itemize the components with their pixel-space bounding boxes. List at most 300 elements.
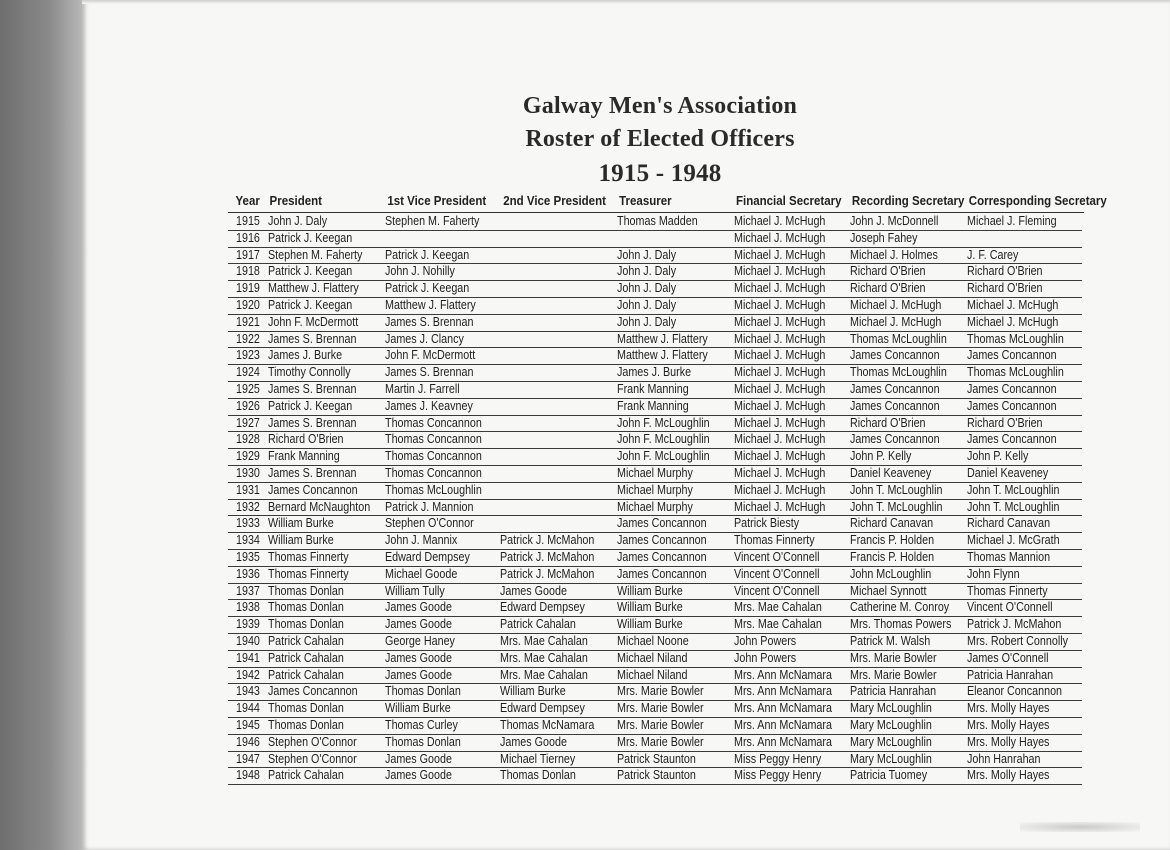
cell-vp2: Mrs. Mae Cahalan	[500, 650, 588, 665]
cell-treasurer: Frank Manning	[617, 381, 689, 396]
cell-vp1: James S. Brennan	[385, 314, 474, 329]
table-row	[0, 499, 1170, 516]
cell-financial-secretary: Vincent O'Connell	[734, 549, 820, 564]
cell-financial-secretary: Michael J. McHugh	[734, 381, 826, 396]
cell-corresponding-secretary: Mrs. Molly Hayes	[967, 768, 1050, 783]
cell-president: James J. Burke	[268, 348, 343, 363]
cell-vp1: Stephen O'Connor	[385, 516, 474, 531]
cell-year: 1928	[236, 432, 260, 447]
cell-year: 1934	[236, 533, 260, 548]
cell-corresponding-secretary: James Concannon	[967, 432, 1057, 447]
cell-year: 1946	[236, 734, 260, 749]
cell-president: Patrick Cahalan	[268, 768, 344, 783]
cell-corresponding-secretary: James Concannon	[967, 348, 1057, 363]
cell-financial-secretary: Michael J. McHugh	[734, 482, 826, 497]
cell-corresponding-secretary: Mrs. Molly Hayes	[967, 701, 1050, 716]
cell-treasurer: Michael Murphy	[617, 465, 693, 480]
cell-recording-secretary: Mary McLoughlin	[850, 751, 932, 766]
cell-corresponding-secretary: Thomas McLoughlin	[967, 365, 1064, 380]
cell-year: 1943	[236, 684, 260, 699]
cell-president: Thomas Donlan	[268, 583, 344, 598]
cell-treasurer: James Concannon	[617, 516, 707, 531]
cell-president: William Burke	[268, 516, 334, 531]
cell-vp1: James Goode	[385, 650, 452, 665]
table-row	[0, 583, 1170, 600]
cell-vp1: James J. Clancy	[385, 331, 464, 346]
cell-corresponding-secretary: Thomas Mannion	[967, 549, 1051, 564]
cell-vp1: Thomas Concannon	[385, 415, 482, 430]
cell-financial-secretary: Michael J. McHugh	[734, 314, 826, 329]
cell-treasurer: John F. McLoughlin	[617, 449, 710, 464]
cell-vp1: George Haney	[385, 633, 455, 648]
cell-president: Thomas Donlan	[268, 701, 344, 716]
cell-vp2: Thomas McNamara	[500, 717, 595, 732]
cell-financial-secretary: Michael J. McHugh	[734, 348, 826, 363]
cell-corresponding-secretary: Richard O'Brien	[967, 281, 1043, 296]
table-row	[0, 616, 1170, 633]
cell-financial-secretary: Miss Peggy Henry	[734, 751, 822, 766]
cell-vp2: Patrick J. McMahon	[500, 566, 595, 581]
cell-recording-secretary: James Concannon	[850, 398, 940, 413]
cell-corresponding-secretary: John T. McLoughlin	[967, 499, 1060, 514]
cell-treasurer: Matthew J. Flattery	[617, 331, 708, 346]
cell-corresponding-secretary: Daniel Keaveney	[967, 465, 1049, 480]
table-row	[0, 465, 1170, 482]
cell-financial-secretary: Michael J. McHugh	[734, 432, 826, 447]
cell-president: Thomas Finnerty	[268, 549, 349, 564]
cell-treasurer: Patrick Staunton	[617, 768, 696, 783]
cell-financial-secretary: Michael J. McHugh	[734, 398, 826, 413]
table-row	[0, 347, 1170, 364]
table-header-row	[0, 194, 1107, 212]
cell-year: 1931	[236, 482, 260, 497]
cell-financial-secretary: John Powers	[734, 650, 797, 665]
cell-year: 1929	[236, 449, 260, 464]
cell-vp2: Patrick Cahalan	[500, 617, 576, 632]
cell-financial-secretary: John Powers	[734, 633, 797, 648]
cell-vp2: Thomas Donlan	[500, 768, 576, 783]
cell-year: 1935	[236, 549, 260, 564]
cell-recording-secretary: Mary McLoughlin	[850, 734, 932, 749]
cell-vp1: Matthew J. Flattery	[385, 297, 476, 312]
cell-vp1: Thomas Curley	[385, 717, 458, 732]
header-vp1: 1st Vice President	[387, 194, 487, 208]
cell-vp1: Edward Dempsey	[385, 549, 470, 564]
cell-year: 1922	[236, 331, 260, 346]
cell-corresponding-secretary: Richard O'Brien	[967, 415, 1043, 430]
cell-treasurer: Mrs. Marie Bowler	[617, 684, 704, 699]
cell-financial-secretary: Michael J. McHugh	[734, 297, 826, 312]
cell-president: James Concannon	[268, 482, 358, 497]
table-row	[0, 683, 1170, 700]
cell-recording-secretary: Mary McLoughlin	[850, 701, 932, 716]
cell-recording-secretary: Francis P. Holden	[850, 549, 935, 564]
table-row	[0, 532, 1170, 549]
cell-corresponding-secretary: James O'Connell	[967, 650, 1049, 665]
table-row	[0, 482, 1170, 499]
table-row	[0, 297, 1170, 314]
cell-recording-secretary: James Concannon	[850, 381, 940, 396]
cell-year: 1936	[236, 566, 260, 581]
table-row	[0, 280, 1170, 297]
cell-corresponding-secretary: Patricia Hanrahan	[967, 667, 1054, 682]
cell-year: 1924	[236, 365, 260, 380]
cell-year: 1917	[236, 247, 260, 262]
table-row	[0, 751, 1170, 768]
cell-treasurer: James Concannon	[617, 566, 707, 581]
cell-president: Thomas Donlan	[268, 600, 344, 615]
cell-vp1: Thomas Donlan	[385, 734, 461, 749]
table-row	[0, 213, 1170, 230]
cell-financial-secretary: Mrs. Mae Cahalan	[734, 600, 822, 615]
cell-president: Patrick Cahalan	[268, 633, 344, 648]
cell-vp1: Patrick J. Mannion	[385, 499, 474, 514]
table-row	[0, 549, 1170, 566]
cell-year: 1919	[236, 281, 260, 296]
cell-corresponding-secretary: Michael J. Fleming	[967, 214, 1057, 228]
cell-recording-secretary: Richard O'Brien	[850, 281, 926, 296]
table-row	[0, 599, 1170, 616]
cell-recording-secretary: Michael J. Holmes	[850, 247, 938, 262]
cell-president: John J. Daly	[268, 214, 328, 228]
cell-vp1: John J. Mannix	[385, 533, 458, 548]
scan-smudge	[1020, 822, 1140, 832]
cell-recording-secretary: Patrick M. Walsh	[850, 633, 931, 648]
table-row	[0, 230, 1170, 247]
table-row	[0, 263, 1170, 280]
cell-president: Richard O'Brien	[268, 432, 344, 447]
cell-corresponding-secretary: J. F. Carey	[967, 247, 1019, 262]
cell-year: 1937	[236, 583, 260, 598]
table-row	[0, 448, 1170, 465]
cell-treasurer: Michael Niland	[617, 667, 688, 682]
cell-corresponding-secretary: James Concannon	[967, 381, 1057, 396]
cell-financial-secretary: Patrick Biesty	[734, 516, 800, 531]
cell-president: Thomas Donlan	[268, 617, 344, 632]
cell-corresponding-secretary: John T. McLoughlin	[967, 482, 1060, 497]
table-row	[0, 667, 1170, 684]
cell-financial-secretary: Michael J. McHugh	[734, 281, 826, 296]
cell-recording-secretary: John T. McLoughlin	[850, 499, 943, 514]
header-corresponding: Corresponding Secretary	[968, 194, 1107, 208]
cell-financial-secretary: Mrs. Ann McNamara	[734, 734, 832, 749]
cell-financial-secretary: Mrs. Mae Cahalan	[734, 617, 822, 632]
cell-vp1: John F. McDermott	[385, 348, 476, 363]
cell-year: 1945	[236, 717, 260, 732]
cell-vp1: Patrick J. Keegan	[385, 247, 470, 262]
table-row	[0, 314, 1170, 331]
cell-recording-secretary: Patricia Hanrahan	[850, 684, 937, 699]
table-row	[0, 734, 1170, 751]
cell-recording-secretary: Mrs. Marie Bowler	[850, 667, 937, 682]
cell-vp1: Thomas Concannon	[385, 432, 482, 447]
cell-recording-secretary: Joseph Fahey	[850, 230, 918, 245]
cell-corresponding-secretary: Thomas McLoughlin	[967, 331, 1064, 346]
table-row	[0, 398, 1170, 415]
cell-treasurer: James J. Burke	[617, 365, 692, 380]
cell-recording-secretary: Francis P. Holden	[850, 533, 935, 548]
cell-financial-secretary: Michael J. McHugh	[734, 415, 826, 430]
cell-recording-secretary: John McLoughlin	[850, 566, 932, 581]
cell-financial-secretary: Mrs. Ann McNamara	[734, 667, 832, 682]
cell-vp1: Thomas Donlan	[385, 684, 461, 699]
cell-president: Frank Manning	[268, 449, 340, 464]
cell-president: Thomas Finnerty	[268, 566, 349, 581]
cell-year: 1948	[236, 768, 260, 783]
cell-financial-secretary: Vincent O'Connell	[734, 566, 820, 581]
cell-recording-secretary: Mrs. Marie Bowler	[850, 650, 937, 665]
cell-vp2: Edward Dempsey	[500, 701, 585, 716]
table-row	[0, 767, 1170, 784]
cell-corresponding-secretary: Mrs. Molly Hayes	[967, 734, 1050, 749]
cell-recording-secretary: Michael Synnott	[850, 583, 927, 598]
table-row	[0, 247, 1170, 264]
organization-title: Galway Men's Association	[522, 93, 798, 119]
roster-title: Roster of Elected Officers	[525, 126, 795, 152]
cell-vp1: James Goode	[385, 667, 452, 682]
cell-vp1: Thomas Concannon	[385, 449, 482, 464]
cell-vp1: Thomas McLoughlin	[385, 482, 482, 497]
cell-financial-secretary: Michael J. McHugh	[734, 247, 826, 262]
cell-vp2: Michael Tierney	[500, 751, 576, 766]
table-row	[0, 515, 1170, 532]
cell-vp1: Martin J. Farrell	[385, 381, 460, 396]
cell-year: 1939	[236, 617, 260, 632]
row-rule	[228, 784, 1082, 785]
cell-vp2: Mrs. Mae Cahalan	[500, 633, 588, 648]
cell-vp1: James J. Keavney	[385, 398, 473, 413]
cell-president: James S. Brennan	[268, 331, 357, 346]
cell-vp2: James Goode	[500, 734, 567, 749]
cell-recording-secretary: Thomas McLoughlin	[850, 331, 947, 346]
cell-treasurer: Matthew J. Flattery	[617, 348, 708, 363]
cell-year: 1941	[236, 650, 260, 665]
cell-financial-secretary: Mrs. Ann McNamara	[734, 701, 832, 716]
cell-financial-secretary: Mrs. Ann McNamara	[734, 717, 832, 732]
header-treasurer: Treasurer	[619, 194, 672, 208]
cell-vp1: Thomas Concannon	[385, 465, 482, 480]
cell-president: Thomas Donlan	[268, 717, 344, 732]
cell-president: Patrick Cahalan	[268, 667, 344, 682]
cell-year: 1944	[236, 701, 260, 716]
table-row	[0, 633, 1170, 650]
cell-vp2: Patrick J. McMahon	[500, 533, 595, 548]
cell-financial-secretary: Thomas Finnerty	[734, 533, 815, 548]
cell-treasurer: Patrick Staunton	[617, 751, 696, 766]
cell-corresponding-secretary: John Hanrahan	[967, 751, 1041, 766]
cell-financial-secretary: Vincent O'Connell	[734, 583, 820, 598]
cell-recording-secretary: Catherine M. Conroy	[850, 600, 950, 615]
cell-vp1: James Goode	[385, 617, 452, 632]
table-row	[0, 566, 1170, 583]
cell-president: Stephen M. Faherty	[268, 247, 363, 262]
cell-president: Matthew J. Flattery	[268, 281, 359, 296]
cell-president: Patrick J. Keegan	[268, 230, 353, 245]
cell-president: Patrick Cahalan	[268, 650, 344, 665]
cell-year: 1915	[236, 214, 260, 228]
cell-year: 1932	[236, 499, 260, 514]
cell-vp1: Stephen M. Faherty	[385, 214, 480, 228]
cell-treasurer: Michael Niland	[617, 650, 688, 665]
cell-year: 1920	[236, 297, 260, 312]
cell-financial-secretary: Michael J. McHugh	[734, 214, 826, 228]
cell-year: 1918	[236, 264, 260, 279]
cell-recording-secretary: Mrs. Thomas Powers	[850, 617, 952, 632]
year-range: 1915 - 1948	[598, 160, 722, 187]
cell-year: 1938	[236, 600, 260, 615]
cell-financial-secretary: Michael J. McHugh	[734, 449, 826, 464]
cell-president: James S. Brennan	[268, 415, 357, 430]
cell-president: Patrick J. Keegan	[268, 297, 353, 312]
cell-recording-secretary: Michael J. McHugh	[850, 314, 942, 329]
cell-financial-secretary: Miss Peggy Henry	[734, 768, 822, 783]
cell-vp1: James Goode	[385, 600, 452, 615]
table-row	[0, 431, 1170, 448]
cell-president: William Burke	[268, 533, 334, 548]
cell-recording-secretary: John J. McDonnell	[850, 214, 939, 228]
cell-recording-secretary: John P. Kelly	[850, 449, 912, 464]
cell-vp1: Patrick J. Keegan	[385, 281, 470, 296]
cell-year: 1925	[236, 381, 260, 396]
cell-treasurer: Michael Murphy	[617, 499, 693, 514]
cell-vp1: James Goode	[385, 751, 452, 766]
cell-year: 1926	[236, 398, 260, 413]
cell-recording-secretary: Patricia Tuomey	[850, 768, 928, 783]
cell-recording-secretary: John T. McLoughlin	[850, 482, 943, 497]
cell-recording-secretary: Daniel Keaveney	[850, 465, 932, 480]
cell-year: 1927	[236, 415, 260, 430]
cell-treasurer: John F. McLoughlin	[617, 432, 710, 447]
cell-year: 1933	[236, 516, 260, 531]
cell-financial-secretary: Michael J. McHugh	[734, 465, 826, 480]
cell-recording-secretary: Mary McLoughlin	[850, 717, 932, 732]
cell-corresponding-secretary: Michael J. McGrath	[967, 533, 1060, 548]
cell-corresponding-secretary: John P. Kelly	[967, 449, 1029, 464]
cell-treasurer: Thomas Madden	[617, 214, 698, 228]
cell-recording-secretary: James Concannon	[850, 432, 940, 447]
cell-corresponding-secretary: Mrs. Robert Connolly	[967, 633, 1068, 648]
cell-corresponding-secretary: Eleanor Concannon	[967, 684, 1063, 699]
cell-treasurer: John J. Daly	[617, 314, 677, 329]
cell-president: Stephen O'Connor	[268, 734, 357, 749]
document-heading	[420, 90, 900, 190]
cell-recording-secretary: Michael J. McHugh	[850, 297, 942, 312]
cell-recording-secretary: James Concannon	[850, 348, 940, 363]
header-year: Year	[235, 194, 260, 208]
cell-vp1: William Tully	[385, 583, 445, 598]
cell-vp2: Mrs. Mae Cahalan	[500, 667, 588, 682]
officer-table-body	[0, 213, 1170, 784]
cell-financial-secretary: Michael J. McHugh	[734, 499, 826, 514]
cell-treasurer: Mrs. Marie Bowler	[617, 734, 704, 749]
cell-treasurer: John J. Daly	[617, 281, 677, 296]
cell-corresponding-secretary: Mrs. Molly Hayes	[967, 717, 1050, 732]
cell-treasurer: Mrs. Marie Bowler	[617, 701, 704, 716]
table-row	[0, 381, 1170, 398]
cell-year: 1930	[236, 465, 260, 480]
cell-vp1: James S. Brennan	[385, 365, 474, 380]
cell-vp2: Patrick J. McMahon	[500, 549, 595, 564]
header-financial: Financial Secretary	[736, 194, 842, 208]
cell-treasurer: John J. Daly	[617, 297, 677, 312]
cell-treasurer: William Burke	[617, 583, 683, 598]
cell-treasurer: John J. Daly	[617, 264, 677, 279]
cell-corresponding-secretary: Richard Canavan	[967, 516, 1051, 531]
cell-treasurer: John F. McLoughlin	[617, 415, 710, 430]
cell-recording-secretary: Richard O'Brien	[850, 264, 926, 279]
cell-president: Stephen O'Connor	[268, 751, 357, 766]
cell-vp2: Edward Dempsey	[500, 600, 585, 615]
cell-vp1: William Burke	[385, 701, 451, 716]
cell-recording-secretary: Richard O'Brien	[850, 415, 926, 430]
cell-financial-secretary: Michael J. McHugh	[734, 365, 826, 380]
table-row	[0, 364, 1170, 381]
cell-corresponding-secretary: Michael J. McHugh	[967, 314, 1059, 329]
cell-president: James Concannon	[268, 684, 358, 699]
cell-corresponding-secretary: John Flynn	[967, 566, 1020, 581]
cell-president: Bernard McNaughton	[268, 499, 371, 514]
header-president: President	[269, 194, 322, 208]
cell-treasurer: Frank Manning	[617, 398, 689, 413]
cell-treasurer: William Burke	[617, 617, 683, 632]
cell-president: Patrick J. Keegan	[268, 264, 353, 279]
cell-treasurer: William Burke	[617, 600, 683, 615]
cell-corresponding-secretary: Vincent O'Connell	[967, 600, 1053, 615]
table-row	[0, 717, 1170, 734]
cell-recording-secretary: Richard Canavan	[850, 516, 934, 531]
cell-treasurer: James Concannon	[617, 533, 707, 548]
table-row	[0, 700, 1170, 717]
paper-top-edge	[82, 0, 1170, 4]
cell-corresponding-secretary: Richard O'Brien	[967, 264, 1043, 279]
cell-year: 1940	[236, 633, 260, 648]
cell-treasurer: Michael Noone	[617, 633, 689, 648]
cell-vp2: William Burke	[500, 684, 566, 699]
cell-president: Timothy Connolly	[268, 365, 351, 380]
cell-financial-secretary: Mrs. Ann McNamara	[734, 684, 832, 699]
cell-treasurer: Michael Murphy	[617, 482, 693, 497]
cell-corresponding-secretary: James Concannon	[967, 398, 1057, 413]
cell-year: 1916	[236, 230, 260, 245]
cell-president: James S. Brennan	[268, 465, 357, 480]
cell-president: James S. Brennan	[268, 381, 357, 396]
cell-financial-secretary: Michael J. McHugh	[734, 264, 826, 279]
header-recording: Recording Secretary	[851, 194, 965, 208]
cell-corresponding-secretary: Patrick J. McMahon	[967, 617, 1062, 632]
cell-treasurer: John J. Daly	[617, 247, 677, 262]
cell-president: Patrick J. Keegan	[268, 398, 353, 413]
cell-president: John F. McDermott	[268, 314, 359, 329]
table-row	[0, 331, 1170, 348]
cell-vp1: John J. Nohilly	[385, 264, 455, 279]
cell-vp2: James Goode	[500, 583, 567, 598]
cell-year: 1921	[236, 314, 260, 329]
cell-recording-secretary: Thomas McLoughlin	[850, 365, 947, 380]
table-row	[0, 650, 1170, 667]
cell-year: 1942	[236, 667, 260, 682]
cell-year: 1947	[236, 751, 260, 766]
cell-treasurer: Mrs. Marie Bowler	[617, 717, 704, 732]
cell-year: 1923	[236, 348, 260, 363]
cell-treasurer: James Concannon	[617, 549, 707, 564]
cell-financial-secretary: Michael J. McHugh	[734, 230, 826, 245]
table-row	[0, 415, 1170, 432]
header-vp2: 2nd Vice President	[503, 194, 606, 208]
cell-vp1: James Goode	[385, 768, 452, 783]
cell-corresponding-secretary: Thomas Finnerty	[967, 583, 1048, 598]
cell-corresponding-secretary: Michael J. McHugh	[967, 297, 1059, 312]
cell-financial-secretary: Michael J. McHugh	[734, 331, 826, 346]
